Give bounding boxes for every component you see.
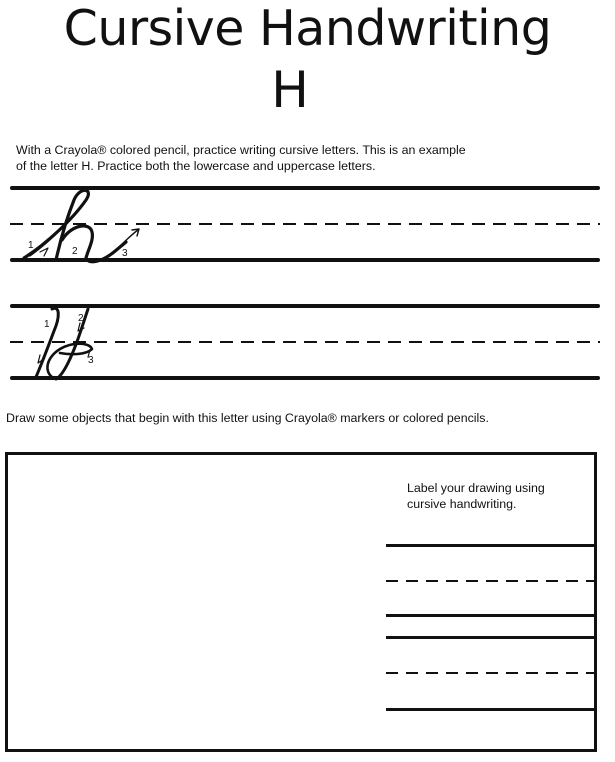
drawing-prompt: Draw some objects that begin with this letter using Crayola® markers or colored pencils. (6, 411, 489, 425)
instructions-line-1: With a Crayola® colored pencil, practice writing cursive letters. This is an example (16, 143, 466, 157)
answer-line-2-base[interactable] (386, 708, 594, 711)
featured-letter: H (271, 61, 309, 119)
cursive-uppercase-h (26, 303, 116, 383)
uppercase-stroke-label-1: 1 (44, 319, 50, 330)
answer-line-1-top[interactable] (386, 544, 594, 547)
answer-line-1-base[interactable] (386, 614, 594, 617)
lowercase-stroke-label-3: 3 (122, 248, 128, 259)
lowercase-h-arrow-1 (40, 248, 48, 256)
answer-line-2-mid (386, 672, 594, 674)
instructions (16, 142, 596, 174)
lowercase-stroke-label-2: 2 (72, 246, 78, 257)
answer-line-1-mid (386, 580, 594, 582)
label-instructions (407, 480, 597, 512)
lowercase-stroke-label-1: 1 (28, 240, 34, 251)
cursive-lowercase-h (16, 186, 176, 266)
label-instructions-line-2: cursive handwriting. (407, 497, 517, 511)
answer-line-2-top[interactable] (386, 636, 594, 639)
page-title: Cursive Handwriting (63, 0, 552, 57)
instructions-line-2: of the letter H. Practice both the lowercase and uppercase letters. (16, 159, 376, 173)
label-instructions-line-1: Label your drawing using (407, 481, 545, 495)
uppercase-stroke-label-3: 3 (88, 355, 94, 366)
uppercase-stroke-label-2: 2 (78, 313, 84, 324)
